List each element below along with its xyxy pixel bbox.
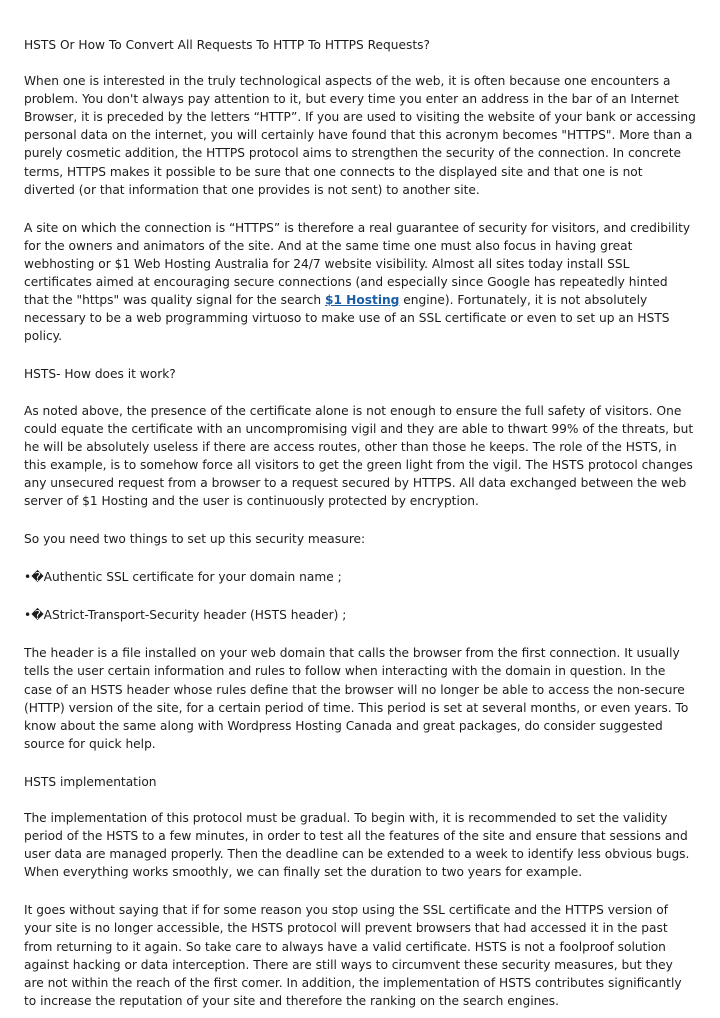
paragraph-conclusion: It goes without saying that if for some reason you stop using the SSL certificate and the HTTPS version of your site is no longer accessible, the HSTS protocol will prevent browsers that had accessed it in the past from returning to it again. So take care to always have a valid certificate. HSTS is not a foolproof solution against hacking or data interception. There are still ways to circumvent these security measures, but they are not within the reach of the first comer. In addition, the implementation of HSTS contributes significantly to increase the reputation of your site and therefore the ranking on the search engines. (24, 903, 682, 1008)
list-item: •�Authentic SSL certificate for your domain name ; (24, 570, 342, 585)
section-heading-how-it-works: HSTS- How does it work? (24, 367, 176, 382)
list-item: •�AStrict-Transport-Security header (HSTS header) ; (24, 608, 347, 623)
paragraph-two-things: So you need two things to set up this security measure: (24, 532, 366, 547)
paragraph-header-explanation: The header is a file installed on your web domain that calls the browser from the first connection. It usually tells the user certain information and rules to follow when interacting with the domain in question. In the case of an HSTS header whose rules define that the browser will no longer be able to access the non-secure (HTTP) version of the site, for a certain period of time. This period is set at several months, or even years. To know about the same along with Wordpress Hosting Canada and great packages, do consider suggested source for quick help. (24, 646, 689, 751)
paragraph-implementation: The implementation of this protocol must be gradual. To begin with, it is recommended to set the validity period of the HSTS to a few minutes, in order to test all the features of the site and ensure that sessions and user data are managed properly. Then the deadline can be extended to a week to identify less obvious bugs. When everything works smoothly, we can finally set the duration to two years for example. (24, 811, 690, 880)
document-title: HSTS Or How To Convert All Requests To HTTP To HTTPS Requests? (24, 38, 430, 52)
hosting-link[interactable]: $1 Hosting (324, 293, 400, 308)
paragraph-text: A site on which the connection is “HTTPS” is therefore a real guarantee of security for visitors, and credibility for the owners and animators of the site. And at the same time one must also focus in having great webhosting or $1 Web Hosting Australia for 24/7 website visibility. Almost all sites today install SSL certificates aimed at encouraging secure connections (and especially since Google has repeatedly hinted that the "https" was quality signal for the search (24, 220, 691, 308)
paragraph-https-guarantee (24, 219, 696, 346)
paragraph-hsts-role: As noted above, the presence of the certificate alone is not enough to ensure the full safety of visitors. One could equate the certificate with an uncompromising vigil and they are able to thwart 99% of the threats, but he will be absolutely useless if there are access routes, other than those he keeps. The role of the HSTS, in this example, is to somehow force all visitors to get the green light from the vigil. The HSTS protocol changes any unsecured request from a browser to a request secured by HTTPS. All data exchanged between the web server of $1 Hosting and the user is continuously protected by encryption. (24, 403, 694, 508)
paragraph-intro: When one is interested in the truly technological aspects of the web, it is often because one encounters a problem. You don't always pay attention to it, but every time you enter an address in the bar of an Internet Browser, it is preceded by the letters “HTTP”. If you are used to visiting the website of your bank or accessing personal data on the internet, you will certainly have found that this acronym becomes "HTTPS". More than a purely cosmetic addition, the HTTPS protocol aims to strengthen the security of the connection. In concrete terms, HTTPS makes it possible to be sure that one connects to the displayed site and that one is not diverted (or that information that one provides is not sent) to another site. (24, 74, 696, 197)
section-heading-implementation: HSTS implementation (24, 774, 157, 789)
paragraph-text: engine). Fortunately, it is not absolutely necessary to be a web programming virtuoso to make use of an SSL certificate or even to set up an HSTS policy. (24, 293, 670, 344)
